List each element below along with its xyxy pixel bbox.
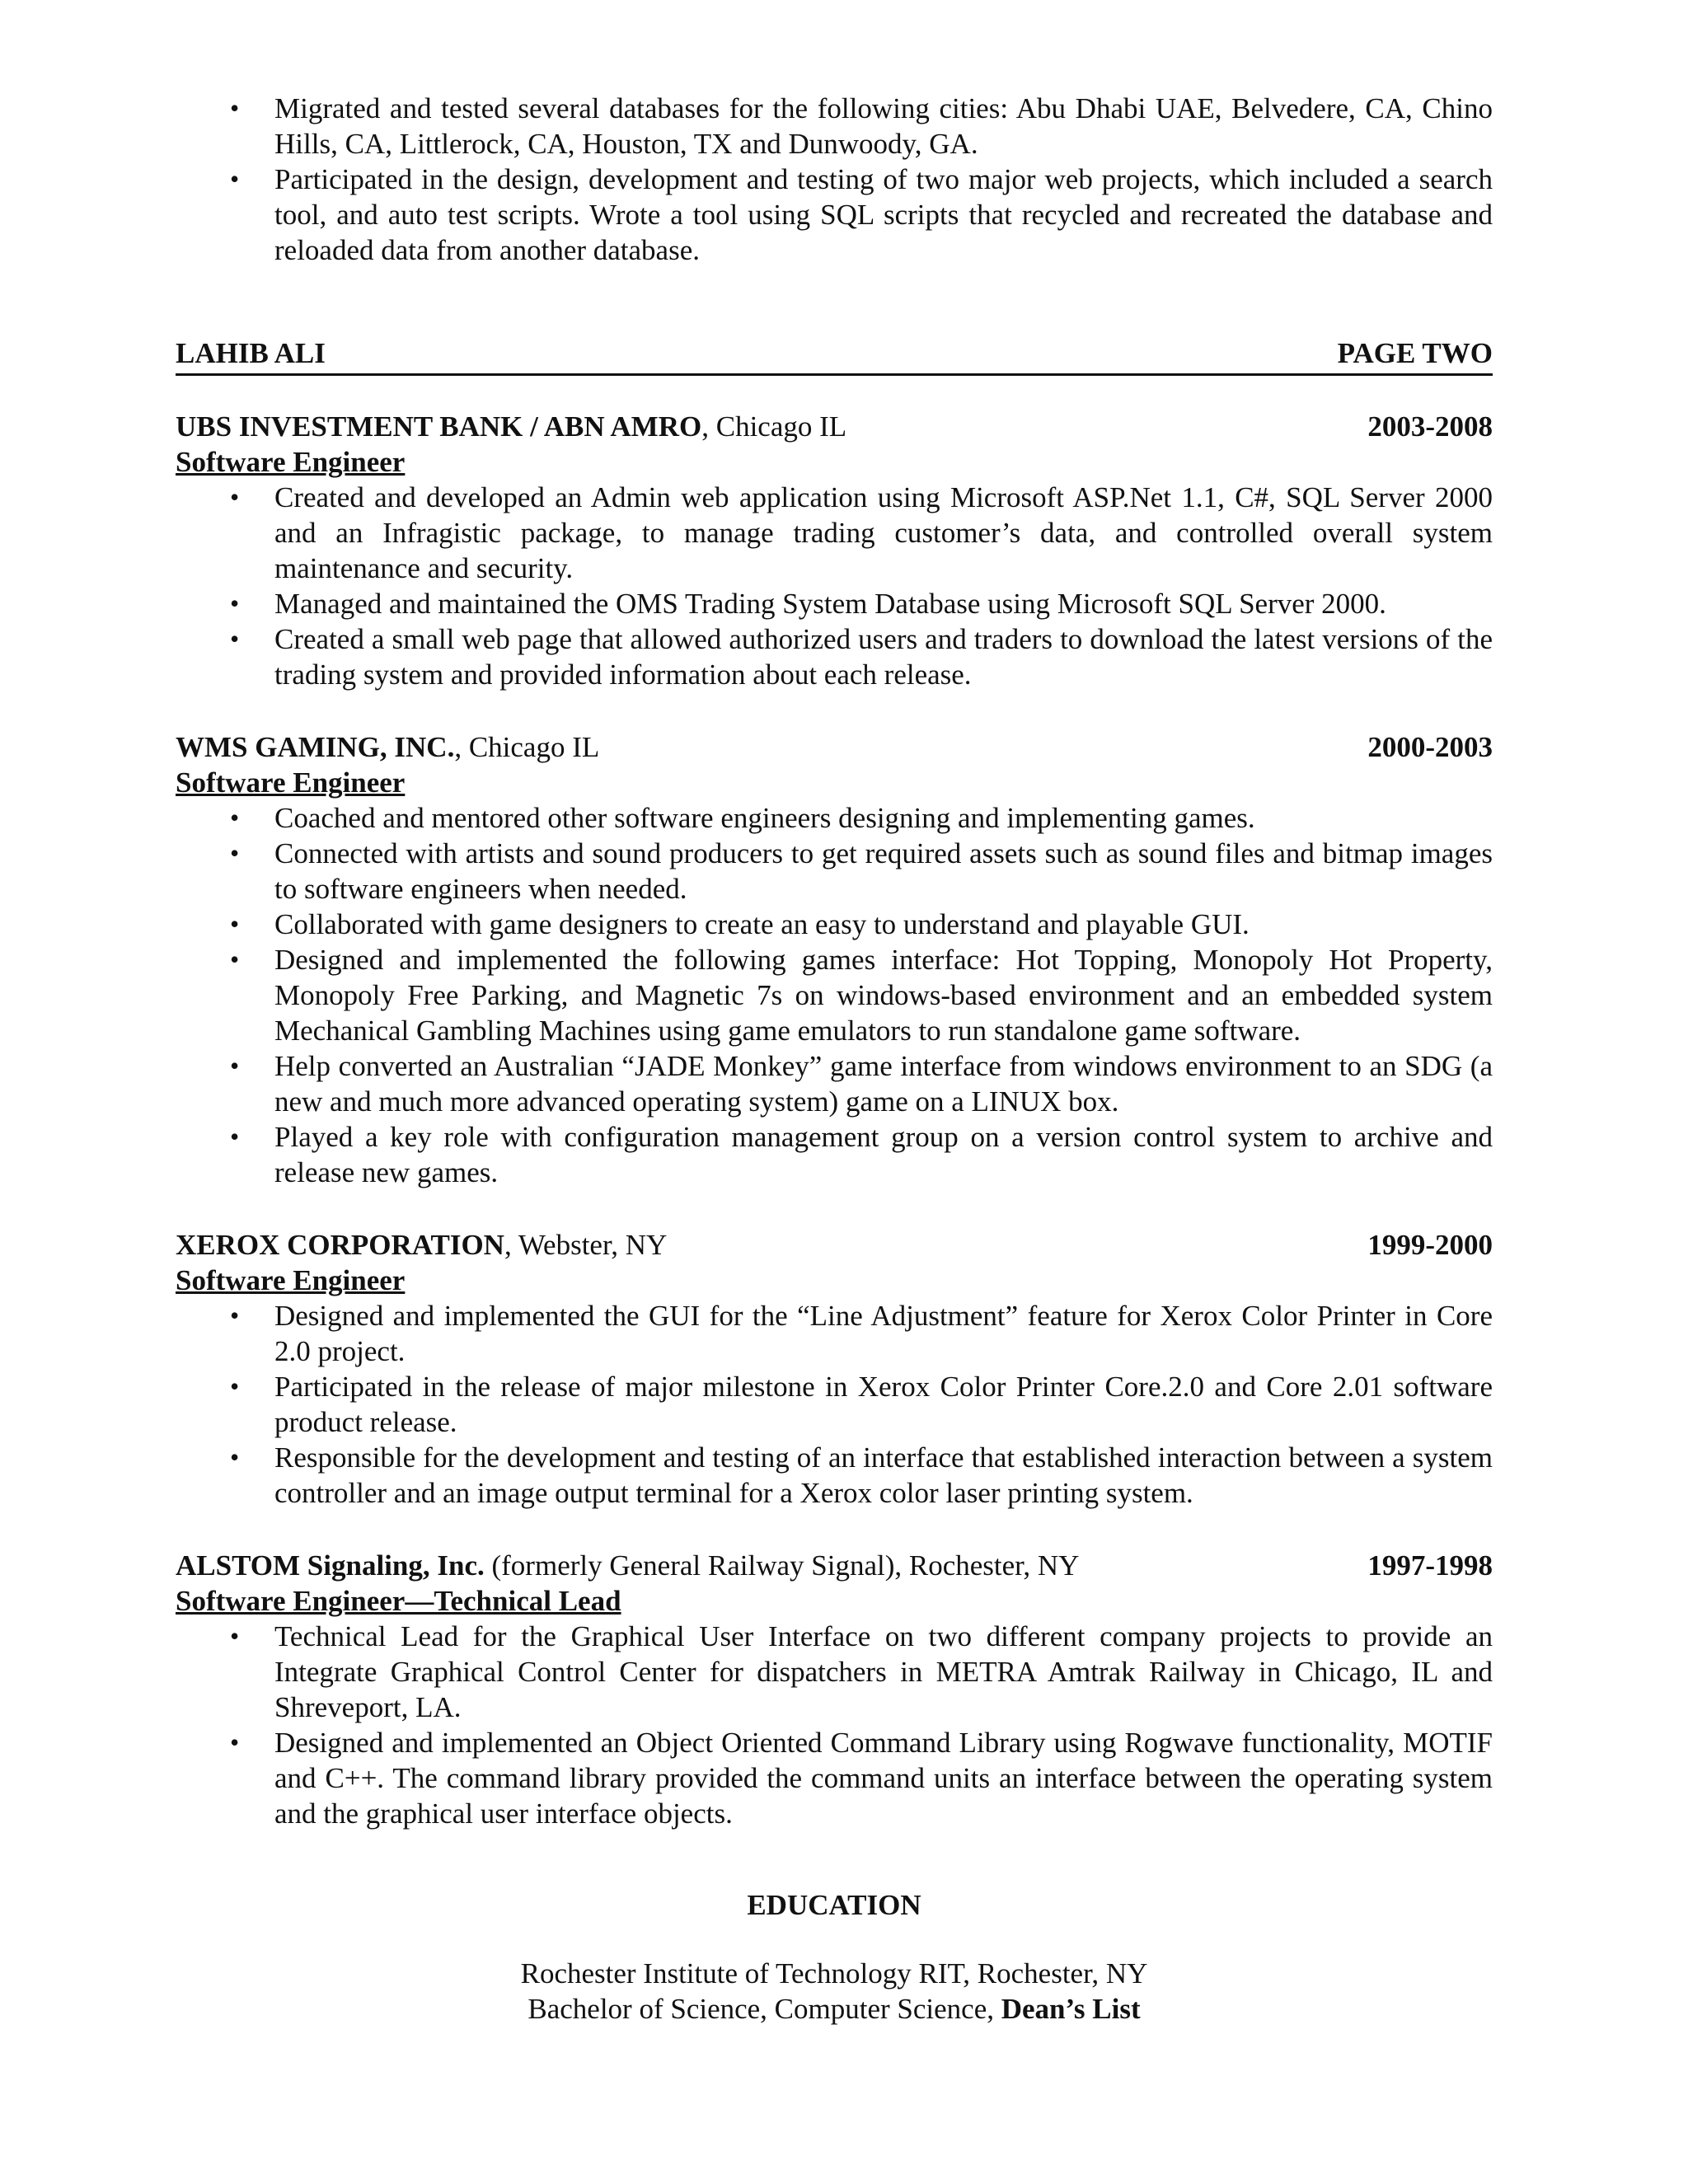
job-bullets (176, 1298, 1493, 1511)
job-entry (176, 729, 1493, 1190)
job-header (176, 729, 1493, 765)
list-item: • Participated in the design, development and testing of two major web projects, which included a search tool, and auto test scripts. Wrote a tool using SQL scripts that recycled and recreated the database and reloaded data from another database. (176, 162, 1493, 268)
job-header (176, 409, 1493, 444)
job-bullets (176, 1619, 1493, 1831)
list-item: • Created a small web page that allowed authorized users and traders to download the latest versions of the trading system and provided information about each release. (176, 621, 1493, 692)
company-name: UBS INVESTMENT BANK / ABN AMRO (176, 410, 702, 443)
list-item: • Help converted an Australian “JADE Monkey” game interface from windows environment to an SDG (a new and much more advanced operating system) game on a LINUX box. (176, 1048, 1493, 1119)
job-dates: 1997-1998 (1367, 1549, 1493, 1582)
list-item: • Created and developed an Admin web application using Microsoft ASP.Net 1.1, C#, SQL Server 2000 and an Infragistic package, to manage trading customer’s data, and controlled overall system maintenance and security. (176, 480, 1493, 586)
list-item: • Connected with artists and sound producers to get required assets such as sound files and bitmap images to software engineers when needed. (176, 836, 1493, 907)
list-item: • Technical Lead for the Graphical User Interface on two different company projects to provide an Integrate Graphical Control Center for dispatchers in METRA Amtrak Railway in Chicago, IL and Shreveport, LA. (176, 1619, 1493, 1725)
job-title: Software Engineer (176, 766, 406, 799)
list-item: • Designed and implemented the GUI for the “Line Adjustment” feature for Xerox Color Printer in Core 2.0 project. (176, 1298, 1493, 1369)
degree-text: Bachelor of Science, Computer Science, (528, 1993, 1001, 2025)
education-school: Rochester Institute of Technology RIT, Rochester, NY (520, 1957, 1148, 1990)
job-entry (176, 1548, 1493, 1831)
job-dates: 2000-2003 (1367, 731, 1493, 763)
job-title: Software Engineer (176, 1264, 406, 1296)
company-location: (formerly General Railway Signal), Rochester, NY (484, 1549, 1080, 1582)
company-location: , Chicago IL (701, 410, 847, 443)
list-item: • Managed and maintained the OMS Trading System Database using Microsoft SQL Server 2000. (176, 586, 1493, 621)
job-dates: 2003-2008 (1367, 410, 1493, 443)
page-header (176, 337, 1493, 376)
company-location: , Chicago IL (454, 731, 600, 763)
company-name: ALSTOM Signaling, Inc. (176, 1549, 485, 1582)
company-name: XEROX CORPORATION (176, 1229, 504, 1261)
list-item: • Designed and implemented an Object Oriented Command Library using Rogwave functionality, MOTIF and C++. The command library provided the command units an interface between the operating system and the graphical user interface objects. (176, 1725, 1493, 1831)
deans-list-honor: Dean’s List (1001, 1993, 1141, 2025)
job-header (176, 1548, 1493, 1583)
job-title: Software Engineer—Technical Lead (176, 1585, 621, 1617)
education-heading: EDUCATION (747, 1889, 921, 1921)
job-bullets (176, 800, 1493, 1190)
job-header (176, 1227, 1493, 1263)
company-name: WMS GAMING, INC. (176, 731, 455, 763)
list-item: • Designed and implemented the following games interface: Hot Topping, Monopoly Hot Property, Monopoly Free Parking, and Magnetic 7s on windows-based environment and an embedded system Mechanical Gambling Machines using game emulators to run standalone game software. (176, 942, 1493, 1048)
page-label: PAGE TWO (1337, 337, 1493, 369)
job-dates: 1999-2000 (1367, 1229, 1493, 1261)
job-bullets (176, 480, 1493, 692)
list-item: • Migrated and tested several databases for the following cities: Abu Dhabi UAE, Belvedere, CA, Chino Hills, CA, Littlerock, CA, Houston, TX and Dunwoody, GA. (176, 91, 1493, 162)
list-item: • Coached and mentored other software engineers designing and implementing games. (176, 800, 1493, 836)
list-item: • Responsible for the development and testing of an interface that established interaction between a system controller and an image output terminal for a Xerox color laser printing system. (176, 1440, 1493, 1511)
candidate-name: LAHIB ALI (176, 337, 326, 369)
list-item: • Collaborated with game designers to create an easy to understand and playable GUI. (176, 907, 1493, 942)
company-location: , Webster, NY (504, 1229, 668, 1261)
resume-page (176, 91, 1493, 2027)
list-item: • Participated in the release of major milestone in Xerox Color Printer Core.2.0 and Core 2.01 software product release. (176, 1369, 1493, 1440)
list-item: • Played a key role with configuration management group on a version control system to archive and release new games. (176, 1119, 1493, 1190)
education-degree (176, 1991, 1493, 2027)
job-entry (176, 409, 1493, 692)
job-title: Software Engineer (176, 446, 406, 478)
job-entry (176, 1227, 1493, 1511)
intro-bullets (176, 91, 1493, 268)
